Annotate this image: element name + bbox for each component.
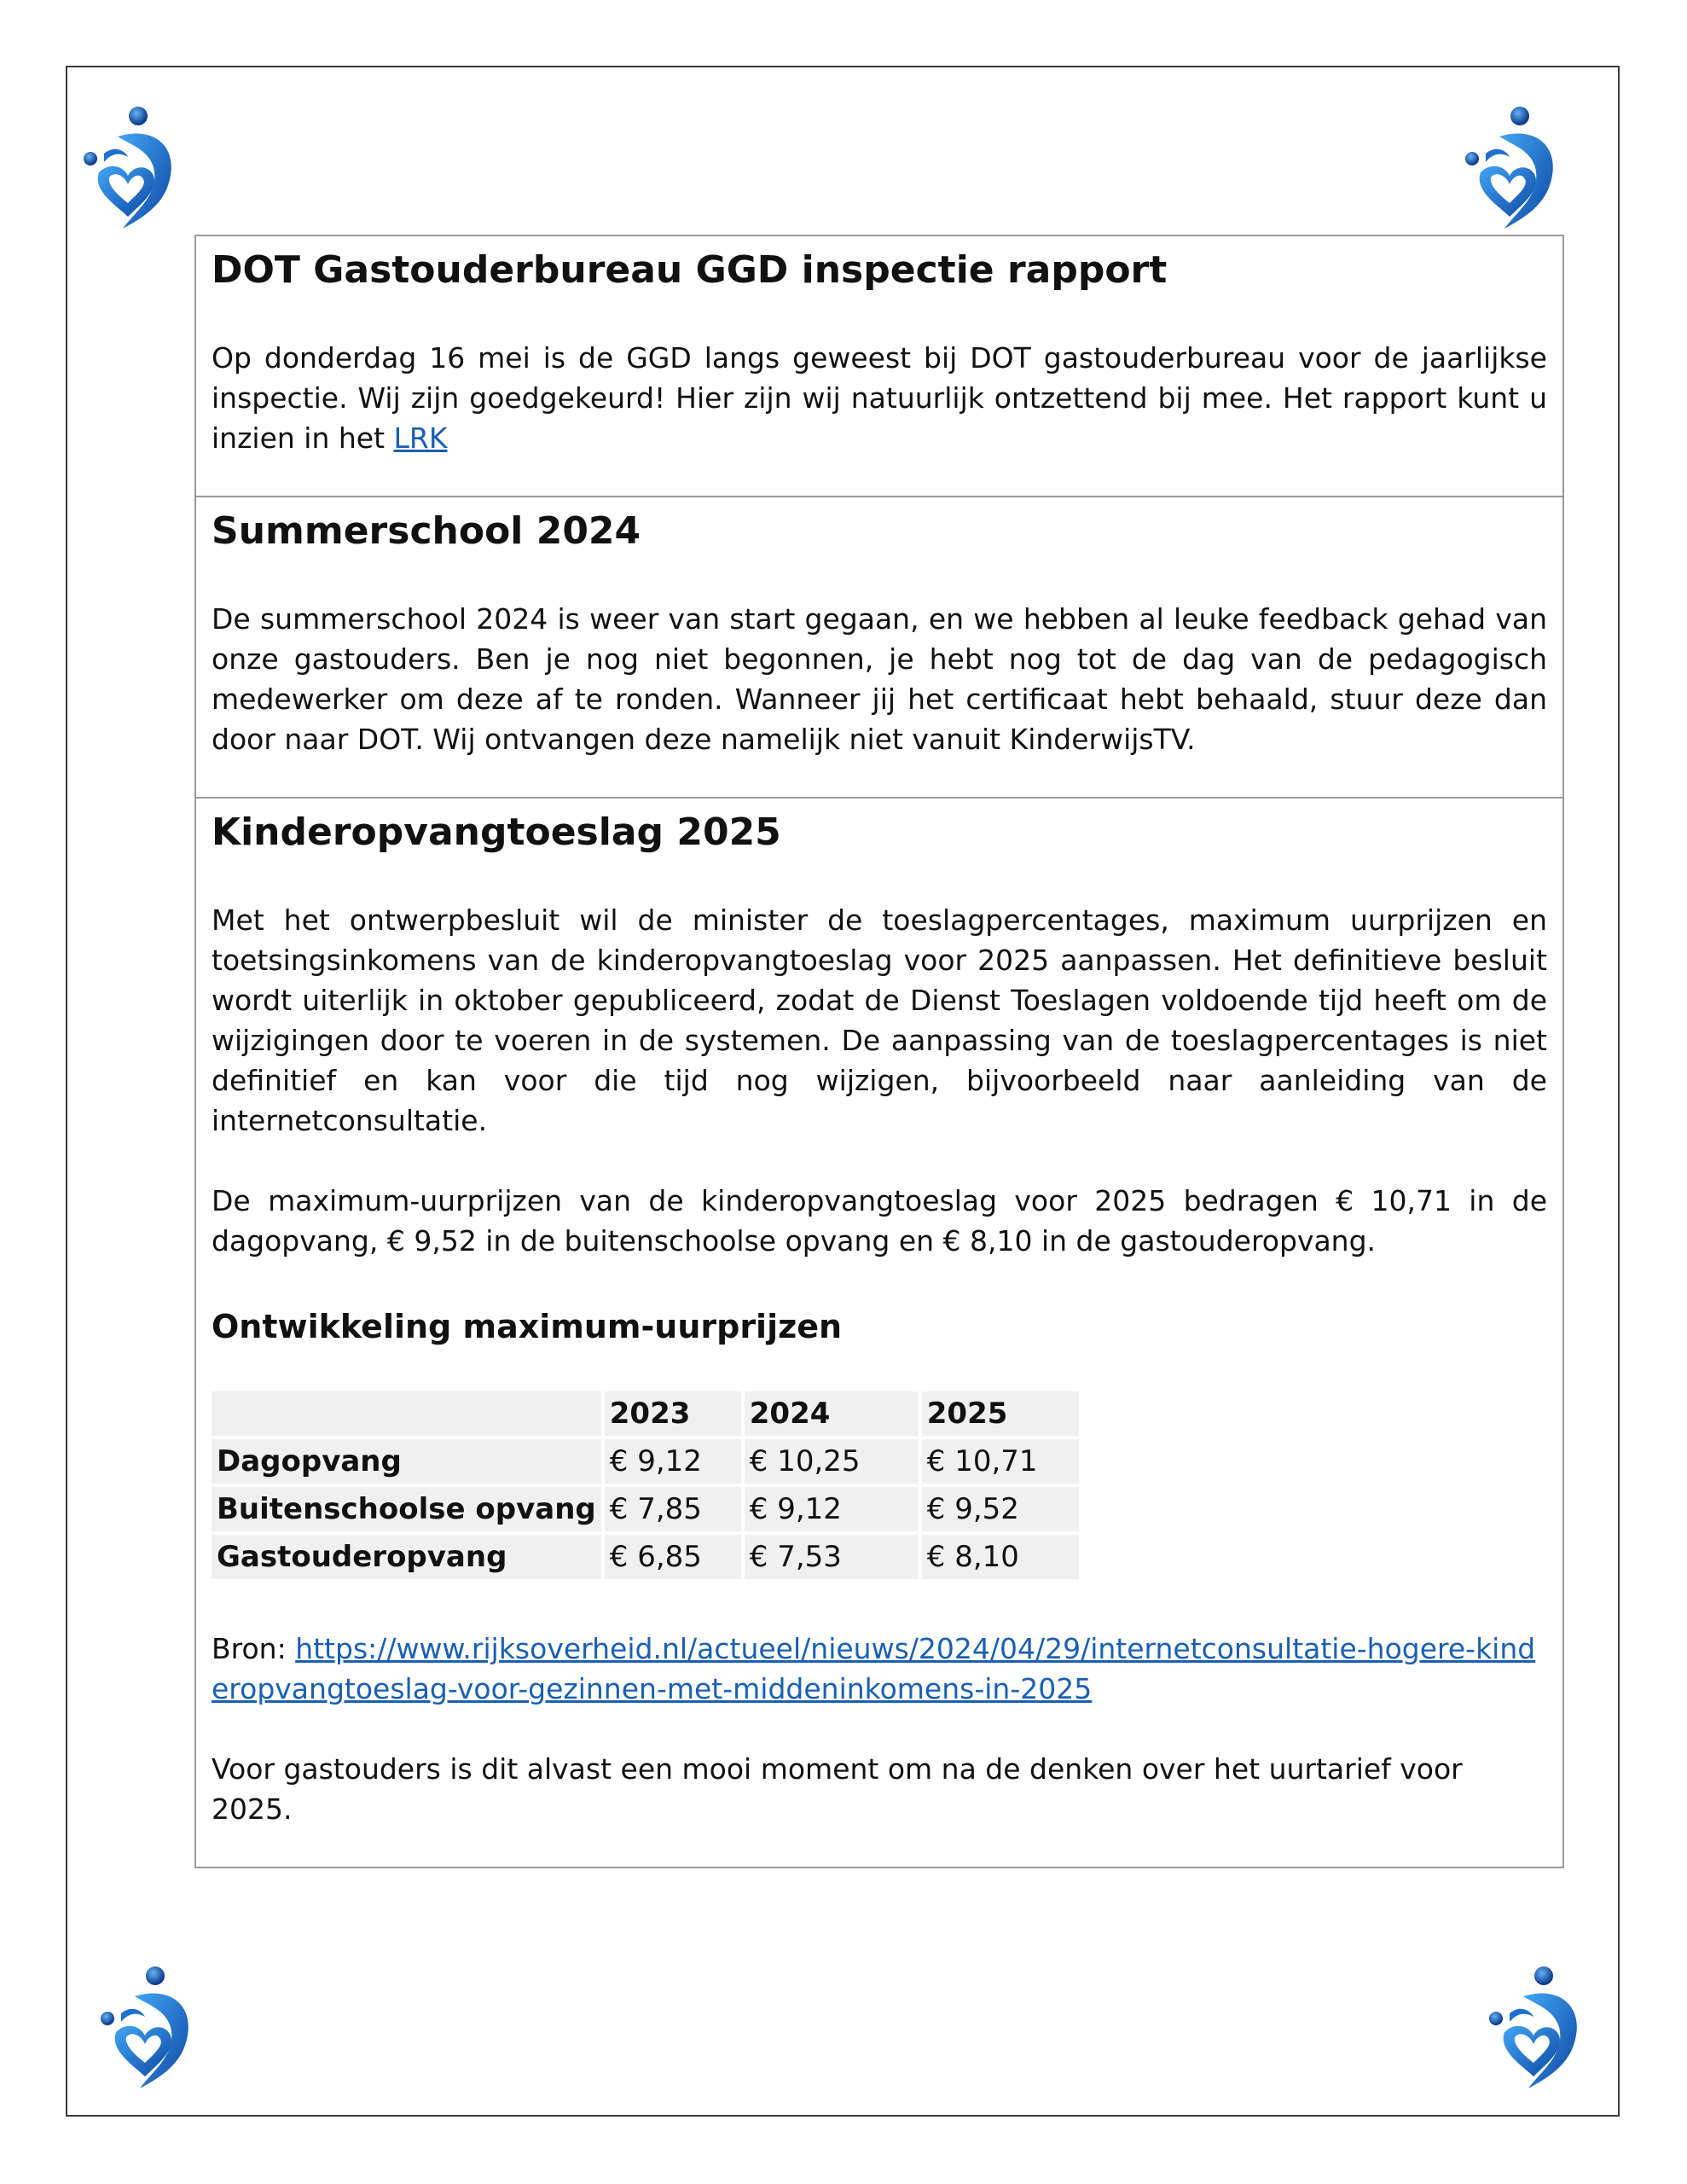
section-summerschool <box>196 497 1562 799</box>
table-heading: Ontwikkeling maximum-uurprijzen <box>212 1308 843 1345</box>
lrk-link[interactable]: LRK <box>393 421 448 455</box>
table-header-cell <box>212 1391 601 1436</box>
row-label: Dagopvang <box>212 1439 601 1484</box>
newsletter-content <box>194 235 1564 1868</box>
section-title: Kinderopvangtoeslag 2025 <box>212 810 781 854</box>
section-body: De summerschool 2024 is weer van start gegaan, en we hebben al leuke feedback gehad van onze gastouders. Ben je nog niet begonnen, je hebt nog tot de dag van de pedagogisch medewerker om deze af te ronden. Wanneer jij het certificaat hebt behaald, stuur deze dan door naar DOT. Wij ontvangen deze namelijk niet vanuit KinderwijsTV. <box>212 602 1547 756</box>
section-ggd-inspection <box>196 236 1562 497</box>
table-cell: € 9,12 <box>605 1439 741 1484</box>
table-row <box>212 1487 1079 1531</box>
table-cell: € 8,10 <box>922 1535 1079 1579</box>
table-cell: € 7,53 <box>745 1535 919 1579</box>
table-cell: € 9,12 <box>745 1487 919 1531</box>
table-cell: € 9,52 <box>922 1487 1079 1531</box>
row-label: Gastouderopvang <box>212 1535 601 1579</box>
section-kinderopvangtoeslag <box>196 799 1562 1867</box>
source-link[interactable]: https://www.rijksoverheid.nl/actueel/nieuws/2024/04/29/internetconsultatie-hogere-kinderopvangtoeslag-voor-gezinnen-met-middeninkomens-in-2025 <box>212 1632 1536 1705</box>
family-heart-logo-icon <box>75 102 186 230</box>
table-cell: € 6,85 <box>605 1535 741 1579</box>
family-heart-logo-icon <box>1481 1962 1591 2090</box>
price-table <box>208 1388 1082 1583</box>
section-title: DOT Gastouderbureau GGD inspectie rapport <box>212 248 1168 292</box>
section-paragraph: Met het ontwerpbesluit wil de minister de toeslagpercentages, maximum uurprijzen en toetsingsinkomens van de kinderopvangtoeslag voor 2025 aanpassen. Het definitieve besluit wordt uiterlijk in oktober gepubliceerd, zodat de Dienst Toeslagen voldoende tijd heeft om de wijzigingen door te voeren in de systemen. De aanpassing van de toeslagpercentages is niet definitief en kan voor die tijd nog wijzigen, bijvoorbeeld naar aanleiding van de internetconsultatie. <box>212 903 1547 1137</box>
source-label: Bron: <box>212 1632 296 1665</box>
table-row <box>212 1439 1079 1484</box>
row-label: Buitenschoolse opvang <box>212 1487 601 1531</box>
source-line <box>212 1629 1547 1709</box>
section-paragraph: De maximum-uurprijzen van de kinderopvangtoeslag voor 2025 bedragen € 10,71 in de dagopvang, € 9,52 in de buitenschoolse opvang en € 8,10 in de gastouderopvang. <box>212 1184 1547 1258</box>
table-cell: € 10,71 <box>922 1439 1079 1484</box>
section-body <box>212 338 1547 458</box>
family-heart-logo-icon <box>1457 102 1568 230</box>
table-header-cell: 2024 <box>745 1391 919 1436</box>
section-title: Summerschool 2024 <box>212 509 641 553</box>
table-header-cell: 2023 <box>605 1391 741 1436</box>
table-header-cell: 2025 <box>922 1391 1079 1436</box>
table-cell: € 7,85 <box>605 1487 741 1531</box>
closing-text: Voor gastouders is dit alvast een mooi moment om na de denken over het uurtarief voor 2025. <box>212 1752 1463 1826</box>
table-header-row <box>212 1391 1079 1436</box>
table-cell: € 10,25 <box>745 1439 919 1484</box>
table-row <box>212 1535 1079 1579</box>
body-text: Op donderdag 16 mei is de GGD langs geweest bij DOT gastouderbureau voor de jaarlijkse inspectie. Wij zijn goedgekeurd! Hier zijn wij natuurlijk ontzettend bij mee. Het rapport kunt u inzien in het <box>212 341 1547 455</box>
family-heart-logo-icon <box>92 1962 203 2090</box>
